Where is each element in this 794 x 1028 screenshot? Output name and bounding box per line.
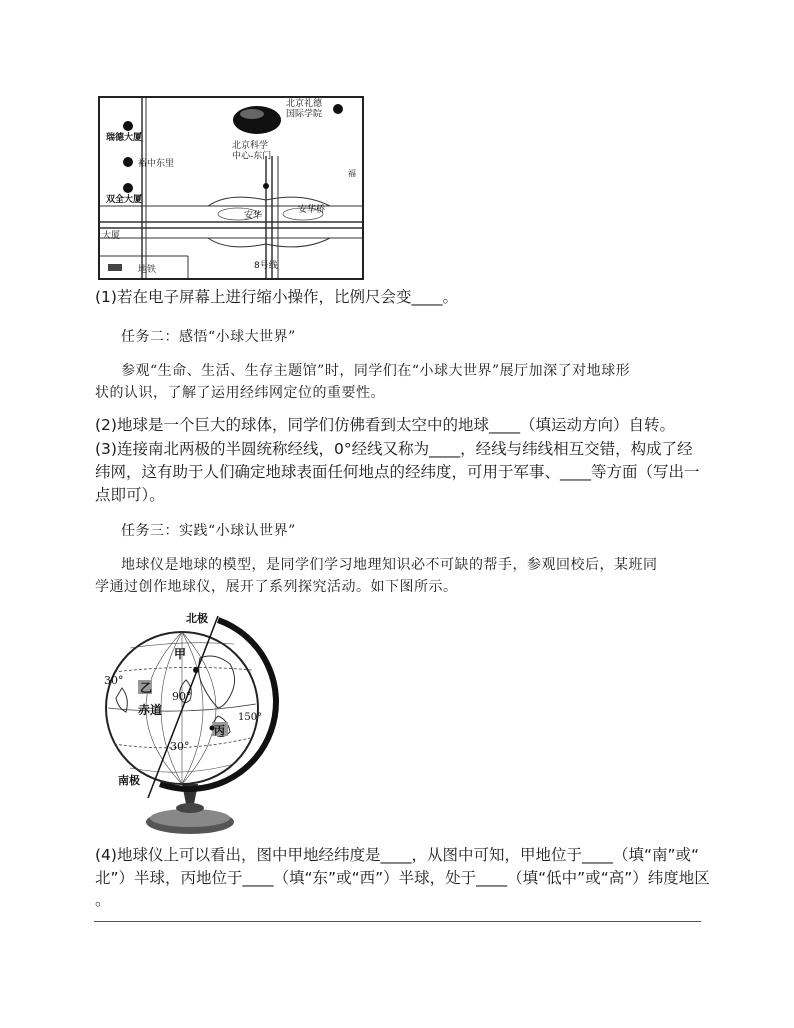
globe-label-bing: 丙 (214, 724, 225, 737)
globe-label-lat-30-south: 30° (170, 740, 190, 753)
map-label-shuangquan: 双全大厦 (106, 195, 143, 205)
map-label-da: 大厦 (102, 231, 121, 241)
map-label-anhua: 安华 (244, 211, 263, 221)
globe-label-yi: 乙 (140, 681, 153, 695)
map-label-science: 北京科学中心-东门 (232, 141, 272, 162)
question-4-line-1: (4)地球仪上可以看出，图中甲地经纬度是____，从图中可知，甲地位于____（填“南”或“ (95, 846, 700, 864)
globe-label-equator: 赤道 (138, 703, 163, 717)
map-label-side: 福 (348, 169, 356, 178)
globe-label-lon-90: 90° (172, 690, 192, 703)
bottom-divider (94, 921, 701, 922)
question-1: (1)若在电子屏幕上进行缩小操作，比例尺会变____。 (95, 288, 458, 306)
globe-figure (100, 608, 280, 840)
map-label-ruide: 瑞德大厦 (106, 133, 143, 143)
globe-label-jia: 甲 (174, 647, 187, 661)
map-label-line8: 8号线 (254, 261, 278, 271)
question-2: (2)地球是一个巨大的球体，同学们仿佛看到太空中的地球____（填运动方向）自转。 (95, 416, 675, 434)
task-3-para-line-1: 地球仪是地球的模型，是同学们学习地理知识必不可缺的帮手，参观回校后，某班同 (121, 557, 658, 573)
task-3-title: 任务三：实践“小球认世界” (121, 523, 296, 539)
map-legend-label: 地铁 (138, 265, 157, 275)
question-3-line-2: 纬网，这有助于人们确定地球表面任何地点的经纬度，可用于军事、____等方面（写出一 (95, 463, 700, 481)
question-4-line-2: 北”）半球，丙地位于____（填“东”或“西”）半球，处于____（填“低中”或“高”）纬度地区 (95, 869, 710, 887)
map-label-school: 北京礼德国际学院 (286, 99, 323, 120)
globe-label-lon-150: 150° (238, 712, 263, 723)
task-2-para-line-2: 状的认识，了解了运用经纬网定位的重要性。 (95, 385, 385, 401)
question-4-line-3: 。 (95, 891, 111, 909)
map-label-anhuaqiao: 安华桥 (298, 205, 326, 215)
task-2-title: 任务二：感悟“小球大世界” (121, 329, 296, 345)
map-label-yuzhong: 裕中东里 (138, 159, 175, 169)
question-3-line-1: (3)连接南北两极的半圆统称经线，0°经线又称为____，经线与纬线相互交错，构成了经 (95, 440, 693, 458)
location-map (98, 96, 364, 280)
task-2-para-line-1: 参观“生命、生活、生存主题馆”时，同学们在“小球大世界”展厅加深了对地球形 (121, 363, 631, 379)
globe-label-north-pole: 北极 (186, 612, 208, 625)
question-3-line-3: 点即可）。 (95, 486, 165, 504)
globe-label-lat-30-north: 30° (104, 674, 124, 687)
globe-label-south-pole: 南极 (118, 774, 140, 787)
task-3-para-line-2: 学通过创作地球仪，展开了系列探究活动。如下图所示。 (95, 579, 458, 595)
